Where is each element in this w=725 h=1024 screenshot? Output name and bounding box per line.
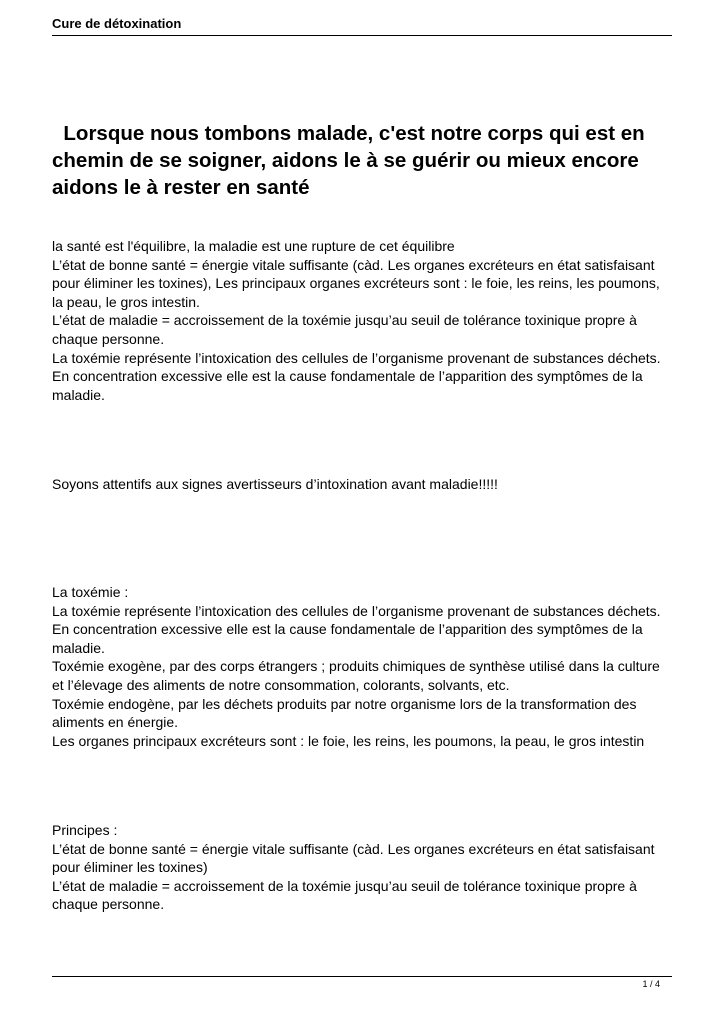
- principes-section: [52, 821, 674, 914]
- page-headline: Lorsque nous tombons malade, c'est notre corps qui est en chemin de se soigner, aidons le à se guérir ou mieux encore aidons le à rester en santé: [52, 122, 651, 199]
- document-header-title: Cure de détoxination: [52, 16, 182, 31]
- text-line: L’état de maladie = accroissement de la toxémie jusqu’au seuil de tolérance toxinique propre à chaque personne.: [52, 877, 637, 913]
- text-line: la santé est l'équilibre, la maladie est une rupture de cet équilibre: [52, 238, 455, 254]
- section-heading: Principes :: [52, 822, 118, 838]
- text-line: La toxémie représente l’intoxication des cellules de l’organisme provenant de substances déchets.: [52, 349, 661, 366]
- text-line: En concentration excessive elle est la cause fondamentale de l’apparition des symptômes de la maladie.: [52, 368, 643, 403]
- text-line: L’état de bonne santé = énergie vitale suffisante (càd. Les organes excréteurs en état satisfaisant pour éliminer les toxines), Les principaux organes excréteurs sont : le foie, les reins, les poumons, la peau, le gros intestin.: [52, 256, 660, 310]
- text-line: Toxémie exogène, par des corps étrangers ; produits chimiques de synthèse utilisé dans la culture et l’élevage des aliments de notre consommation, colorants, solvants, etc.: [52, 658, 660, 693]
- text-line: Toxémie endogène, par les déchets produits par notre organisme lors de la transformation des aliments en énergie.: [52, 695, 637, 731]
- header-divider: [52, 35, 672, 36]
- page-number: 1 / 4: [642, 979, 660, 989]
- text-line: La toxémie représente l’intoxication des cellules de l’organisme provenant de substances déchets.: [52, 602, 661, 619]
- warning-text: Soyons attentifs aux signes avertisseurs d’intoxination avant maladie!!!!!: [52, 476, 498, 492]
- warning-paragraph: [52, 475, 674, 494]
- text-line: En concentration excessive elle est la cause fondamentale de l’apparition des symptômes de la maladie.: [52, 621, 643, 656]
- toxemie-section: [52, 583, 674, 750]
- footer-divider: [52, 976, 672, 977]
- text-line: L’état de maladie = accroissement de la toxémie jusqu’au seuil de tolérance toxinique propre à chaque personne.: [52, 312, 637, 347]
- text-line: L’état de bonne santé = énergie vitale suffisante (càd. Les organes excréteurs en état satisfaisant pour éliminer les toxines): [52, 840, 655, 876]
- text-line: Les organes principaux excréteurs sont : le foie, les reins, les poumons, la peau, le gros intestin: [52, 732, 645, 749]
- section-heading: La toxémie :: [52, 584, 129, 600]
- intro-paragraph: [52, 237, 674, 404]
